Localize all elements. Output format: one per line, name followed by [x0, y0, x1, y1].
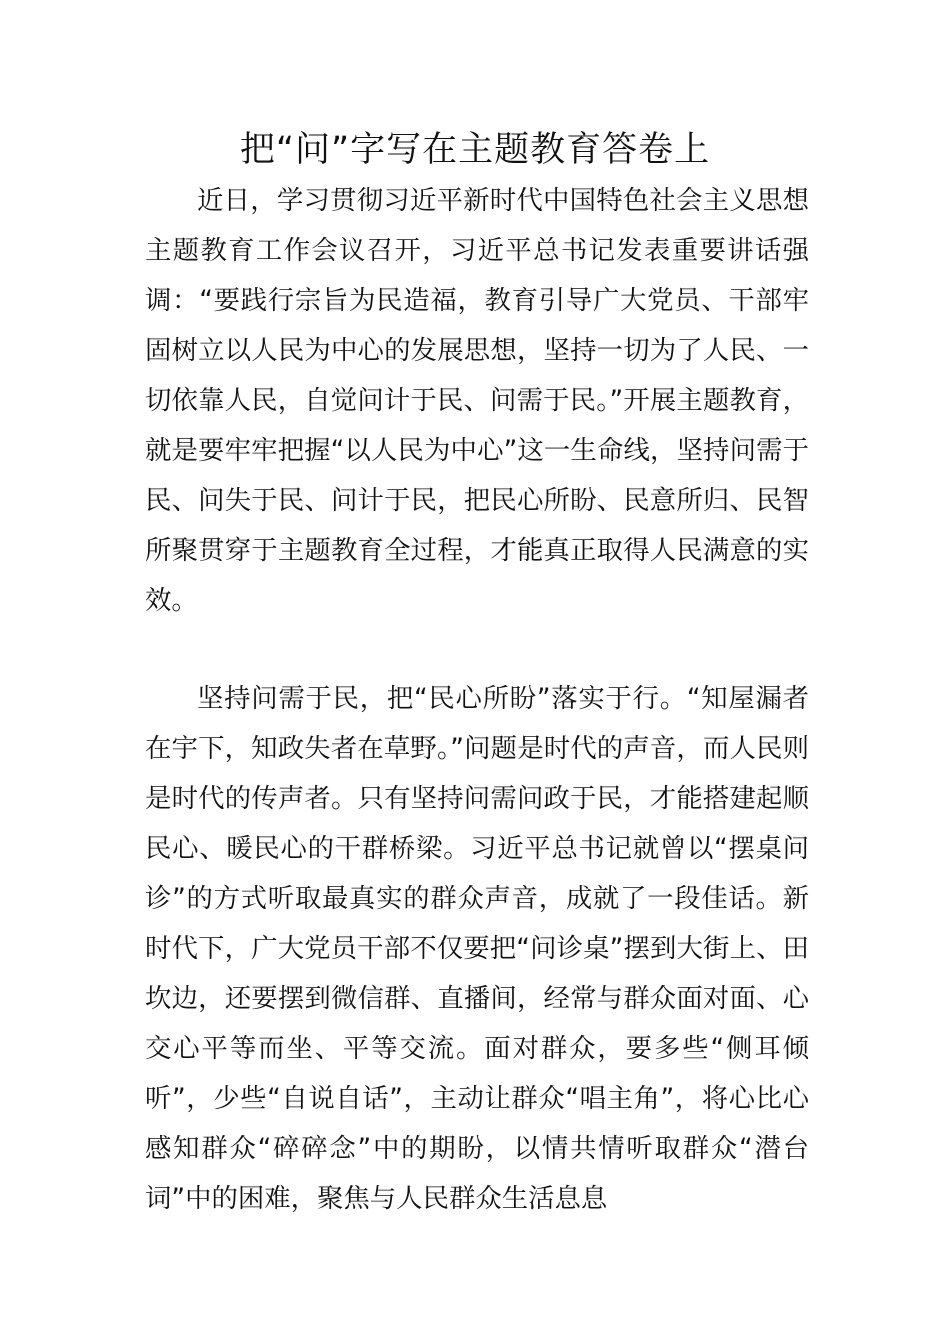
document-title: 把“问”字写在主题教育答卷上: [239, 130, 711, 170]
paragraph-ask-needs: 坚持问需于民，把“民心所盼”落实于行。“知屋漏者在宇下，知政失者在草野。”问题是时代的声音，而人民则是时代的传声者。只有坚持问需问政于民，才能搭建起顺民心、暖民心的干群桥梁。习近平总书记就曾以“摆桌问诊”的方式听取最真实的群众声音，成就了一段佳话。新时代下，广大党员干部不仅要把“问诊桌”摆到大街上、田坎边，还要摆到微信群、直播间，经常与群众面对面、心交心平等而坐、平等交流。面对群众，要多些“侧耳倾听”，少些“自说自话”，主动让群众“唱主角”，将心比心感知群众“碎碎念”中的期盼，以情共情听取群众“潜台词”中的困难，聚焦与人民群众生活息息: [145, 683, 809, 1214]
paragraph-intro: 近日，学习贯彻习近平新时代中国特色社会主义思想主题教育工作会议召开，习近平总书记发表重要讲话强调：“要践行宗旨为民造福，教育引导广大党员、干部牢固树立以人民为中心的发展思想，坚持一切为了人民、一切依靠人民，自觉问计于民、问需于民。”开展主题教育，就是要牢牢把握“以人民为中心”这一生命线，坚持问需于民、问失于民、问计于民，把民心所盼、民意所归、民智所聚贯穿于主题教育全过程，才能真正取得人民满意的实效。: [145, 185, 809, 616]
